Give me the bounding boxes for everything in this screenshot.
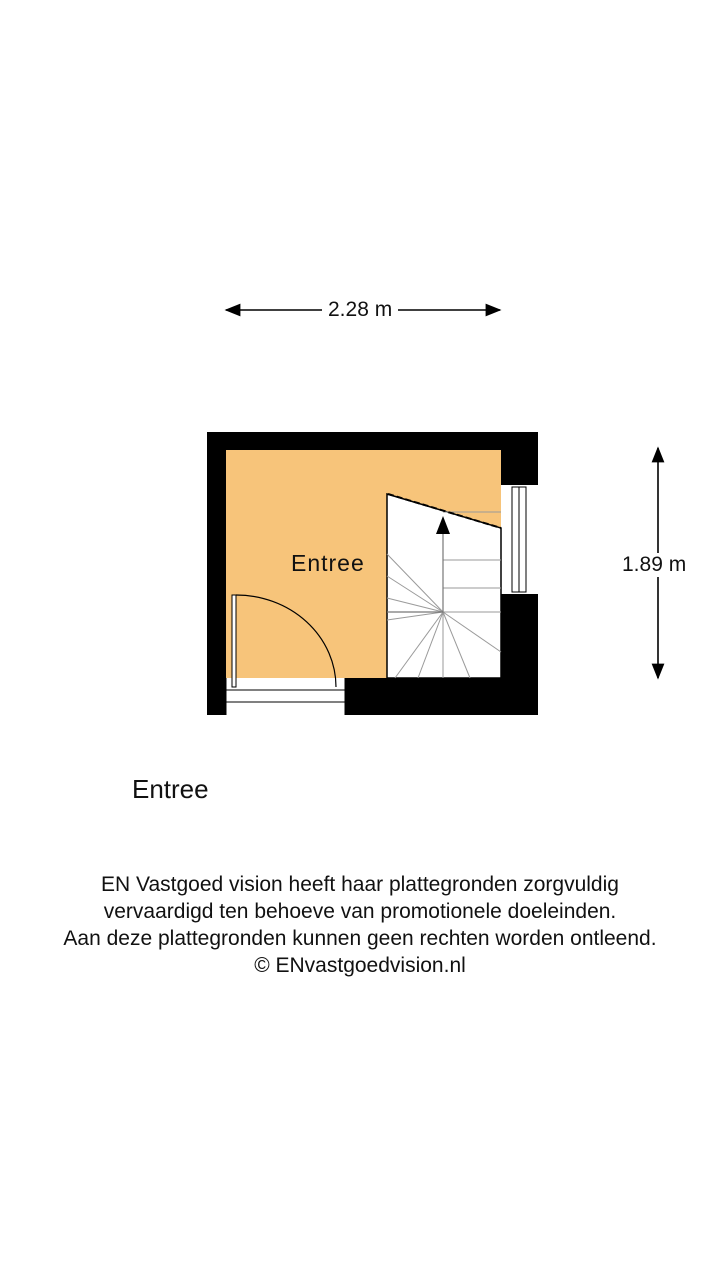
width-dimension-label: 2.28 m — [322, 298, 398, 322]
disclaimer-line: EN Vastgoed vision heeft haar plattegronden zorgvuldig — [101, 873, 619, 896]
window-right — [501, 485, 538, 594]
height-dimension-label: 1.89 m — [618, 553, 690, 577]
disclaimer-text — [0, 871, 720, 979]
disclaimer-line: Aan deze plattegronden kunnen geen rechten worden ontleend. — [63, 927, 657, 950]
wall-corner-right — [501, 594, 538, 715]
disclaimer-line: vervaardigd ten behoeve van promotionele doeleinden. — [103, 900, 617, 923]
door-opening-bottom — [226, 678, 345, 715]
floor-wall-bottom-right — [345, 678, 501, 715]
copyright-line: © ENvastgoedvision.nl — [254, 954, 466, 977]
room-name-label: Entree — [291, 550, 365, 576]
floor-caption: Entree — [132, 774, 209, 804]
